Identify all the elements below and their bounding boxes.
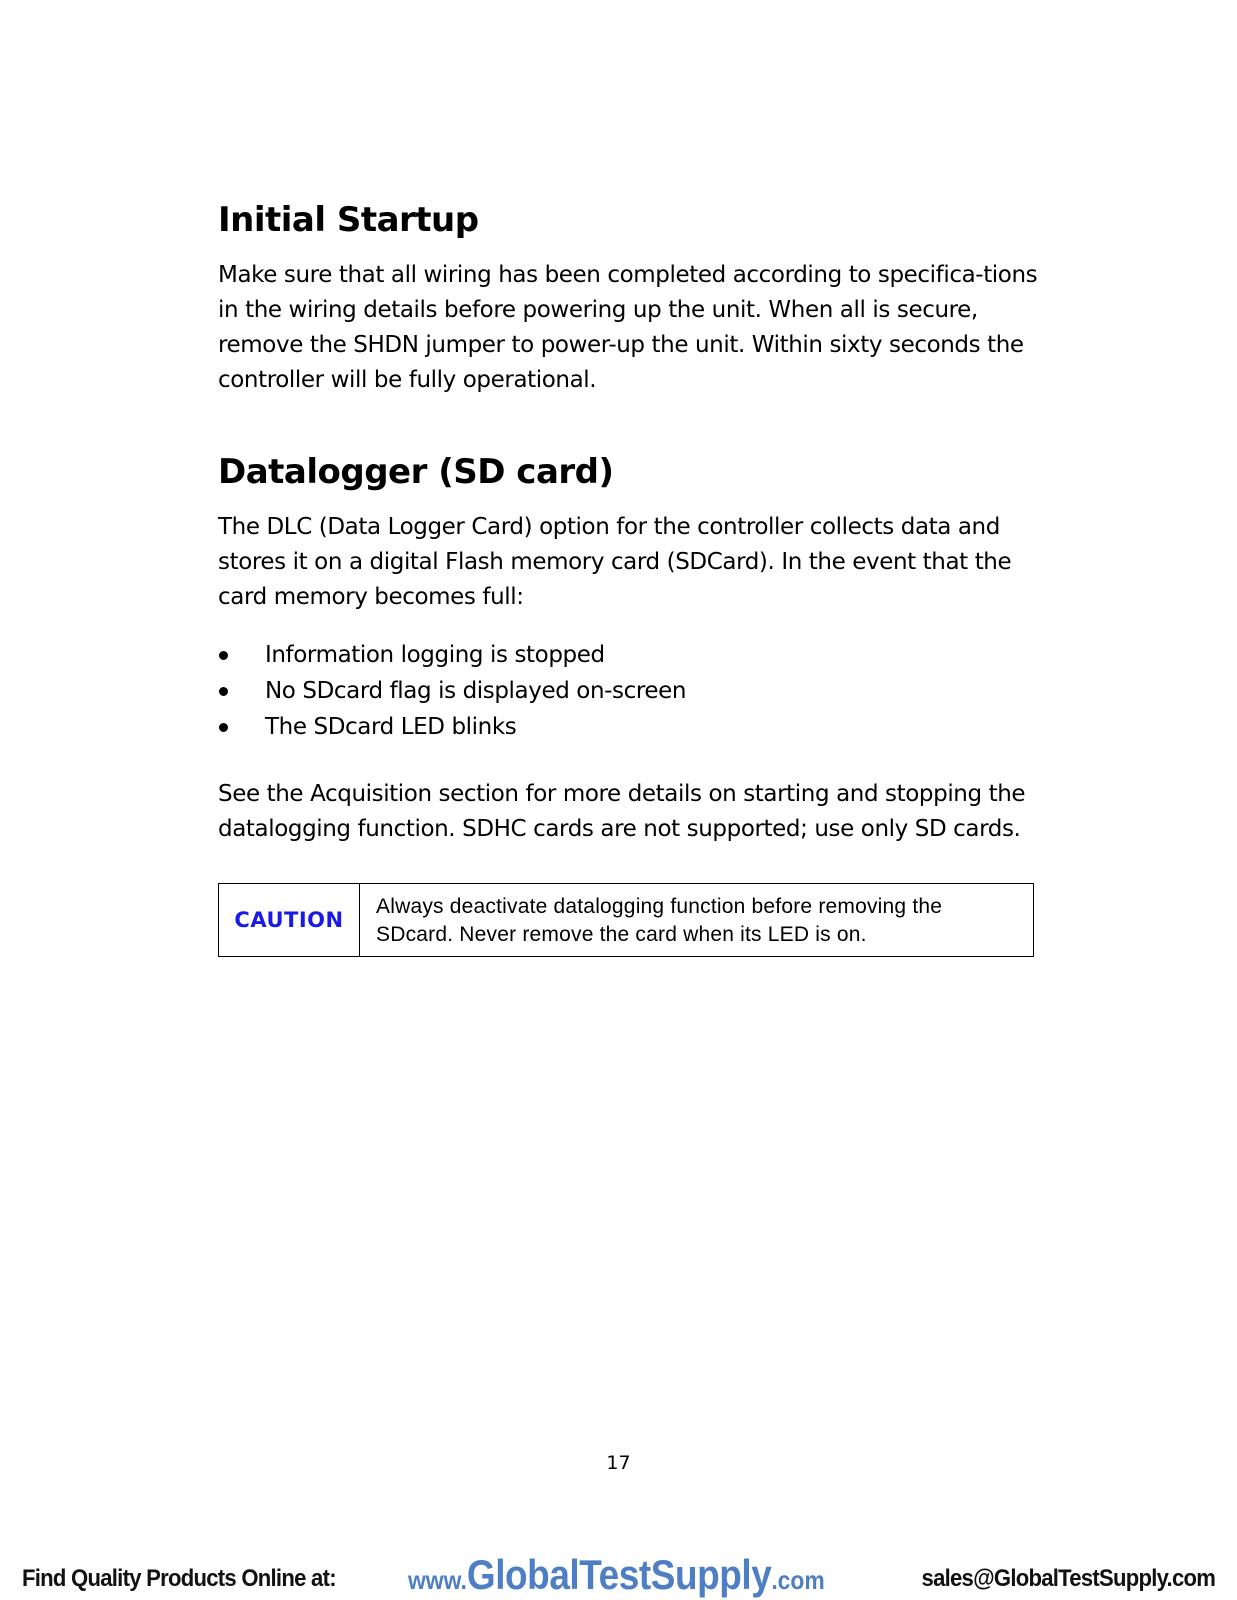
footer-url-suffix: .com: [771, 1565, 825, 1595]
bullet-icon: [219, 687, 228, 696]
list-item: [218, 709, 1048, 745]
footer-url-brand: GlobalTestSupply: [466, 1551, 772, 1598]
footer: [0, 1551, 1237, 1600]
bullet-icon: [219, 651, 228, 660]
section-intro-datalogger: The DLC (Data Logger Card) option for the controller collects data and stores it on a digital Flash memory card (SDCard). In the event that the card memory becomes full:: [218, 514, 1012, 610]
caution-box: [218, 883, 1034, 957]
footer-website-link[interactable]: [408, 1551, 825, 1599]
footer-email-link[interactable]: sales@GlobalTestSupply.com: [921, 1565, 1215, 1592]
section-title-datalogger: Datalogger (SD card): [218, 452, 614, 492]
caution-label: CAUTION: [219, 884, 360, 956]
footer-tagline: Find Quality Products Online at:: [22, 1565, 336, 1592]
page-number: 17: [606, 1452, 631, 1474]
page-content: [218, 198, 1048, 957]
list-item: [218, 637, 1048, 673]
list-item: [218, 673, 1048, 709]
section-title-initial-startup: Initial Startup: [218, 200, 479, 240]
section-note-datalogger: See the Acquisition section for more details on starting and stopping the datalogging function. SDHC cards are not supported; use only SD cards.: [218, 781, 1026, 842]
caution-text: Always deactivate datalogging function before removing the SDcard. Never remove the card when its LED is on.: [376, 895, 943, 946]
bullet-list: [218, 637, 1048, 745]
section-body-initial-startup: Make sure that all wiring has been completed according to specifica-tions in the wiring details before powering up the unit. When all is secure, remove the SHDN jumper to power-up the unit. Within sixty seconds the controller will be fully operational.: [218, 262, 1038, 393]
footer-url-prefix: www.: [408, 1565, 467, 1595]
list-item-text: The SDcard LED blinks: [265, 714, 517, 740]
list-item-text: Information logging is stopped: [265, 642, 605, 668]
list-item-text: No SDcard flag is displayed on-screen: [265, 678, 687, 704]
bullet-icon: [219, 723, 228, 732]
